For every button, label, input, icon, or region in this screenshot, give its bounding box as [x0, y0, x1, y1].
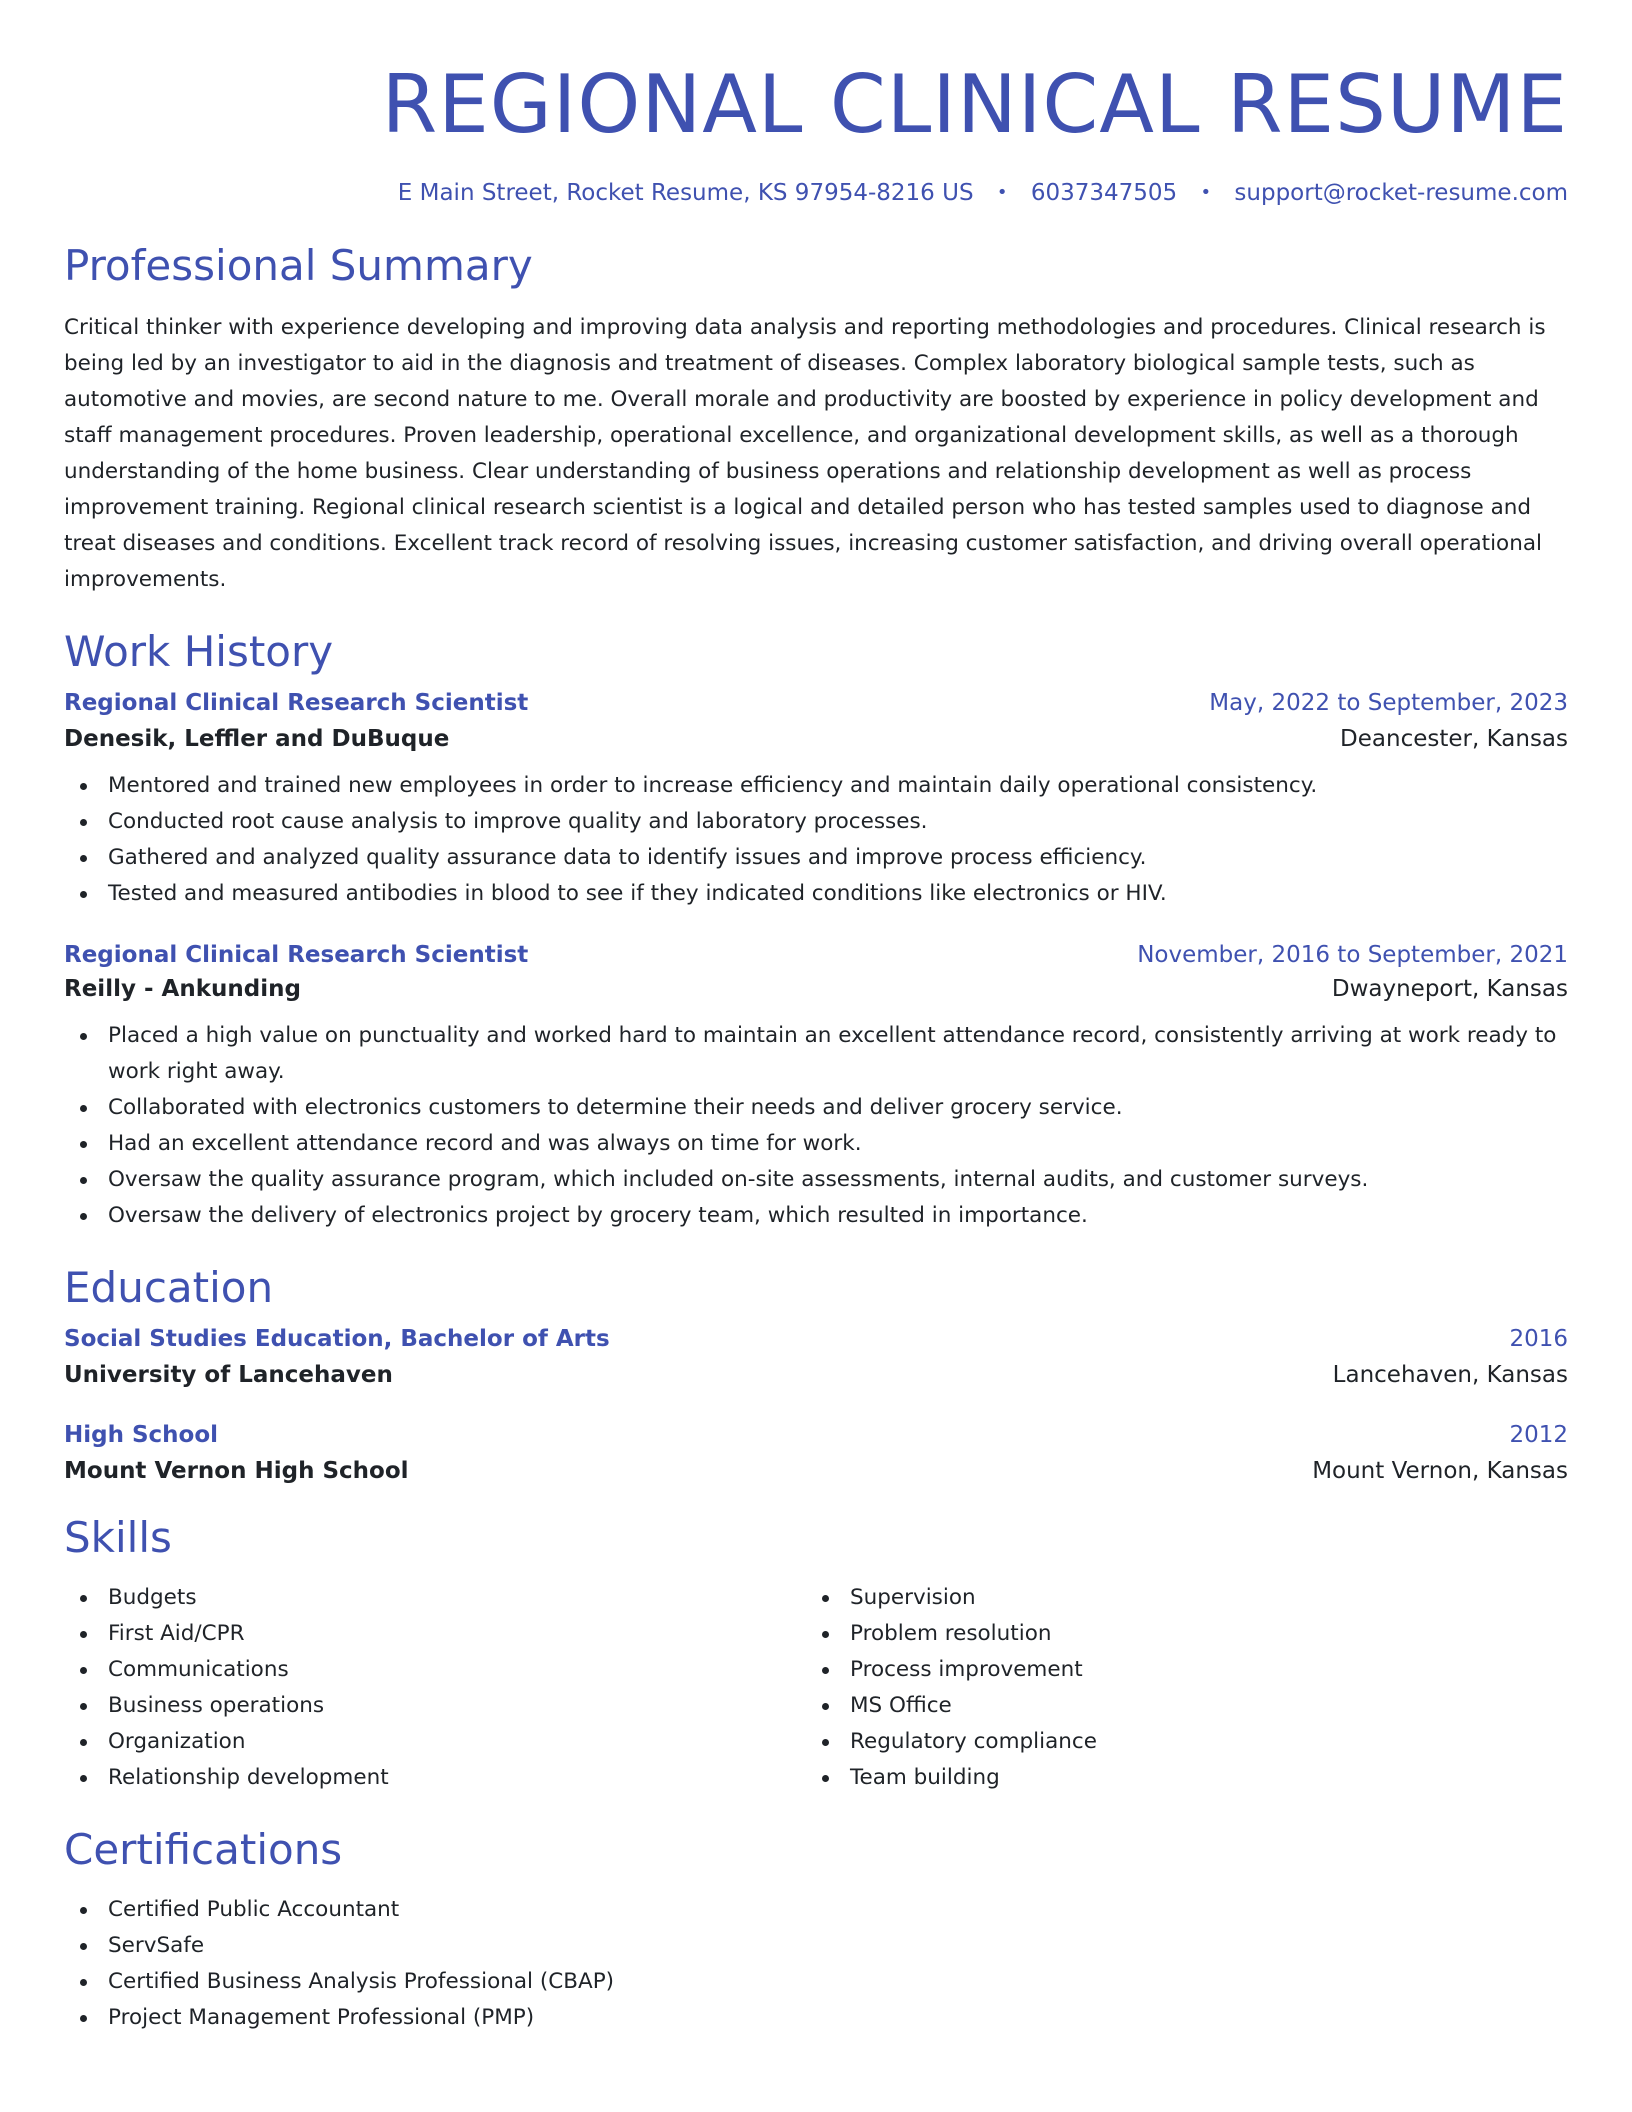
- education-header-row: [64, 1422, 1568, 1448]
- job-company: Denesik, Leffler and DuBuque: [64, 726, 450, 752]
- education-entry: [64, 1326, 1568, 1388]
- list-item: Collaborated with electronics customers to determine their needs and deliver grocery service.: [64, 1090, 1568, 1126]
- skill-item: Business operations: [64, 1688, 806, 1724]
- job-location: Deancester, Kansas: [1340, 726, 1568, 752]
- list-item: Placed a high value on punctuality and worked hard to maintain an excellent attendance record, consistently arriving at work ready to work right away.: [64, 1018, 1568, 1090]
- skill-item: Supervision: [806, 1580, 1548, 1616]
- skill-item: Regulatory compliance: [806, 1724, 1548, 1760]
- education-school: University of Lancehaven: [64, 1362, 393, 1388]
- skills-title: Skills: [64, 1513, 172, 1562]
- list-item: Had an excellent attendance record and was always on time for work.: [64, 1126, 1568, 1162]
- skills-list: [64, 1580, 1568, 1796]
- summary-text: Critical thinker with experience developing and improving data analysis and reporting methodologies and procedures. Clinical research is being led by an investigator to aid in the diagnosis and treatment of diseases. Complex laboratory biological sample tests, such as automotive and movies, are second nature to me. Overall morale and productivity are boosted by experience in policy development and staff management procedures. Proven leadership, operational excellence, and organizational development skills, as well as a thorough understanding of the home business. Clear understanding of business operations and relationship development as well as process improvement training. Regional clinical research scientist is a logical and detailed person who has tested samples used to diagnose and treat diseases and conditions. Excellent track record of resolving issues, increasing customer satisfaction, and driving overall operational improvements.: [64, 315, 1546, 592]
- education-degree: High School: [64, 1422, 219, 1448]
- certification-item: Certified Business Analysis Professional (CBAP): [64, 1964, 1568, 2000]
- skill-item: First Aid/CPR: [64, 1616, 806, 1652]
- education-location: Mount Vernon, Kansas: [1312, 1458, 1568, 1484]
- skills-column-right: [806, 1580, 1548, 1796]
- certifications-title: Certifications: [64, 1825, 343, 1874]
- work-history-title: Work History: [64, 627, 334, 676]
- education-header-row: [64, 1326, 1568, 1352]
- certification-item: Certified Public Accountant: [64, 1892, 1568, 1928]
- contact-phone[interactable]: 6037347505: [1030, 180, 1178, 206]
- list-item: Gathered and analyzed quality assurance data to identify issues and improve process efficiency.: [64, 840, 1568, 876]
- summary-title: Professional Summary: [64, 241, 533, 290]
- contact-separator: •: [996, 182, 1008, 203]
- job-title: Regional Clinical Research Scientist: [64, 942, 529, 968]
- contact-address: E Main Street, Rocket Resume, KS 97954-8216 US: [397, 180, 974, 206]
- education-year: 2012: [1509, 1422, 1568, 1448]
- contact-separator: •: [1200, 182, 1212, 203]
- certification-item: Project Management Professional (PMP): [64, 2000, 1568, 2036]
- education-entry: [64, 1422, 1568, 1484]
- job-title: Regional Clinical Research Scientist: [64, 690, 529, 716]
- list-item: Conducted root cause analysis to improve quality and laboratory processes.: [64, 804, 1568, 840]
- skill-item: Relationship development: [64, 1760, 806, 1796]
- education-degree: Social Studies Education, Bachelor of Arts: [64, 1326, 610, 1352]
- skill-item: Budgets: [64, 1580, 806, 1616]
- job-bullets: [64, 768, 1568, 912]
- education-school-row: [64, 1458, 1568, 1484]
- skill-item: Organization: [64, 1724, 806, 1760]
- job-header-row: [64, 942, 1568, 968]
- job-entry: [64, 942, 1568, 1234]
- list-item: Tested and measured antibodies in blood to see if they indicated conditions like electronics or HIV.: [64, 876, 1568, 912]
- education-location: Lancehaven, Kansas: [1332, 1362, 1568, 1388]
- skill-item: Problem resolution: [806, 1616, 1548, 1652]
- education-school-row: [64, 1362, 1568, 1388]
- contact-line: [64, 178, 1568, 208]
- skill-item: Process improvement: [806, 1652, 1548, 1688]
- job-bullets: [64, 1018, 1568, 1234]
- list-item: Mentored and trained new employees in order to increase efficiency and maintain daily operational consistency.: [64, 768, 1568, 804]
- certification-item: ServSafe: [64, 1928, 1568, 1964]
- job-company: Reilly - Ankunding: [64, 976, 301, 1002]
- skill-item: MS Office: [806, 1688, 1548, 1724]
- resume-name: REGIONAL CLINICAL RESUME: [381, 58, 1568, 151]
- list-item: Oversaw the quality assurance program, which included on-site assessments, internal audits, and customer surveys.: [64, 1162, 1568, 1198]
- job-company-row: [64, 726, 1568, 752]
- education-year: 2016: [1509, 1326, 1568, 1352]
- certifications-list: [64, 1892, 1568, 2036]
- contact-email[interactable]: support@rocket-resume.com: [1234, 180, 1568, 206]
- skills-column-left: [64, 1580, 806, 1796]
- job-header-row: [64, 690, 1568, 716]
- education-title: Education: [64, 1263, 274, 1312]
- skill-item: Communications: [64, 1652, 806, 1688]
- job-dates: May, 2022 to September, 2023: [1209, 690, 1568, 716]
- job-company-row: [64, 976, 1568, 1002]
- job-entry: [64, 690, 1568, 912]
- job-dates: November, 2016 to September, 2021: [1137, 942, 1568, 968]
- education-school: Mount Vernon High School: [64, 1458, 409, 1484]
- list-item: Oversaw the delivery of electronics project by grocery team, which resulted in importance.: [64, 1198, 1568, 1234]
- skill-item: Team building: [806, 1760, 1548, 1796]
- job-location: Dwayneport, Kansas: [1331, 976, 1568, 1002]
